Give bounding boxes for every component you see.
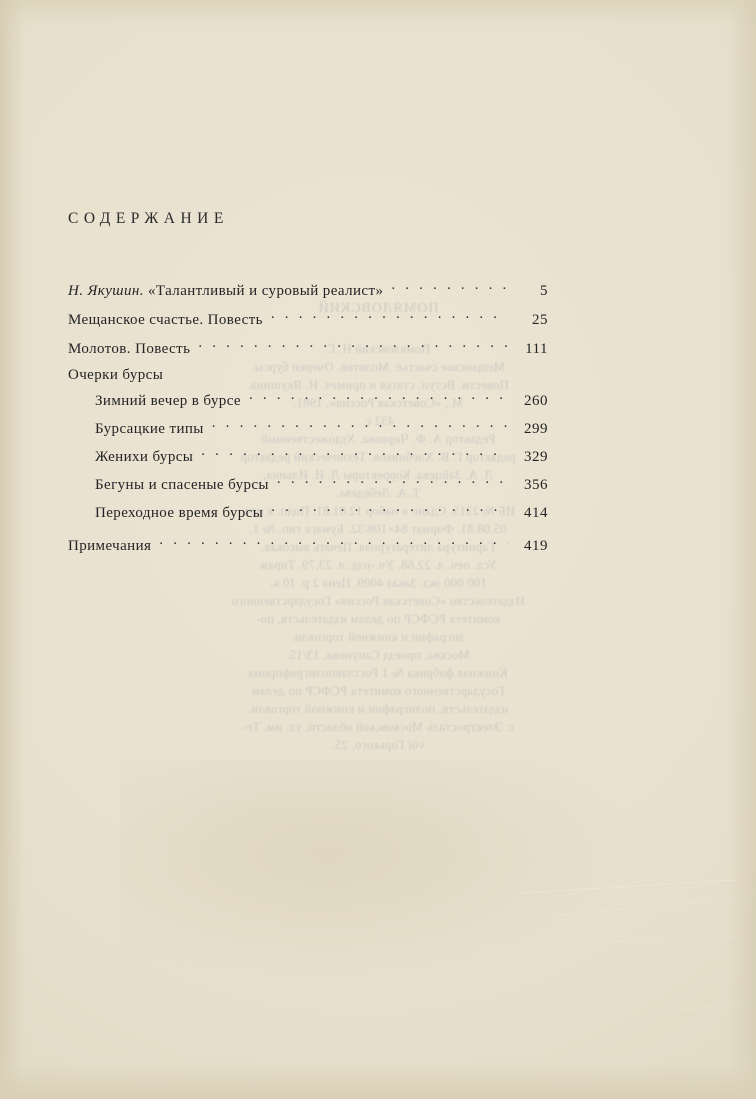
toc-entry-title: Переходное время бурсы — [95, 505, 264, 521]
toc-entry-label — [95, 505, 263, 522]
paper-crease — [610, 1001, 749, 1022]
toc-entry-page: 299 — [524, 421, 548, 437]
paper-edge-top — [0, 0, 756, 30]
toc-entry-label — [68, 341, 190, 358]
showthrough-line: издательств, полиграфии и книжной торговли. — [247, 702, 509, 716]
showthrough-line: лиграфии и книжной торговли. — [290, 630, 466, 644]
toc-entry-title: Очерки бурсы — [68, 367, 164, 383]
toc-leader-dots — [159, 535, 508, 550]
toc-entry[interactable] — [68, 367, 548, 384]
toc-entry-title: Бегуны и спасеные бурсы — [95, 477, 269, 493]
toc-entry-label — [95, 449, 193, 466]
showthrough-line: Государственного комитета РСФСР по делам — [251, 684, 505, 698]
showthrough-line: Москва, проезд Сапунова, 13/15. — [286, 648, 470, 662]
showthrough-line: ИБ № 2315. Сдано в набор 12.01.81. Подп. к печ. — [240, 504, 516, 518]
showthrough-line: Мещанское счастье. Молотов. Очерки бурсы. — [251, 360, 505, 374]
showthrough-title: ПОМЯЛОВСКИЙ — [317, 301, 439, 316]
paper-edge-right — [716, 0, 756, 1099]
toc-entry[interactable] — [68, 446, 548, 466]
toc-entry-label — [68, 367, 163, 384]
toc-entry[interactable] — [68, 418, 548, 438]
paper-crease — [520, 880, 736, 895]
toc-entry[interactable] — [68, 474, 548, 494]
toc-entry-page: 419 — [524, 538, 548, 554]
toc-leader-dots — [391, 280, 508, 295]
toc-entry-title: Женихи бурсы — [95, 449, 194, 465]
toc-entry-title: Мещанское счастье. Повесть — [68, 312, 263, 328]
toc-leader-dots — [271, 309, 508, 324]
toc-entry[interactable] — [68, 309, 548, 329]
toc-leader-dots — [212, 418, 508, 433]
toc-list — [68, 280, 548, 555]
toc-entry-title: Молотов. Повесть — [68, 341, 191, 357]
toc-entry[interactable] — [68, 390, 548, 410]
showthrough-line: г. Электросталь Московской области, ул. им. Те- — [242, 720, 514, 734]
showthrough-line: 100 000 экз. Заказ 4009. Цена 2 р. 10 к. — [269, 576, 487, 590]
table-of-contents — [68, 210, 548, 564]
toc-entry-title: Зимний вечер в бурсе — [95, 393, 241, 409]
showthrough-line: редактор Г. В. Хлебников. Технический редактор — [240, 450, 516, 464]
showthrough-line: völ Горького, 25. — [331, 738, 425, 752]
showthrough-line: Усл. печ. л. 22,68. Уч.-изд. л. 23,79. Тираж — [259, 558, 497, 572]
toc-entry-title: «Талантливый и суровый реалист» — [148, 283, 384, 299]
showthrough-line: 05.08.81. Формат 84×108/32. Бумага тип. № 1. — [249, 522, 507, 536]
toc-entry-label — [95, 477, 269, 494]
page-title: СОДЕРЖАНИЕ — [68, 210, 229, 227]
toc-entry-page: 329 — [524, 449, 548, 465]
toc-leader-dots — [201, 446, 508, 461]
paper-crease — [470, 937, 740, 949]
toc-entry-page: 356 — [524, 477, 548, 493]
paper-crease — [556, 898, 745, 917]
paper-stain — [120, 760, 640, 990]
showthrough-line: Повести. Вступ. статья и примеч. Н. Якушина. — [247, 378, 509, 392]
toc-entry-page: 5 — [540, 283, 548, 299]
toc-entry-page: 25 — [532, 312, 548, 328]
toc-entry-author: Н. Якушин. — [68, 283, 149, 299]
toc-leader-dots — [198, 338, 508, 353]
showthrough-line: М., «Советская Россия», 1981. — [292, 396, 464, 410]
toc-entry-label — [95, 421, 204, 438]
toc-entry[interactable] — [68, 502, 548, 522]
toc-entry-page: 414 — [524, 505, 548, 521]
toc-entry-title: Примечания — [68, 538, 152, 554]
showthrough-line: Редактор А. Ф. Чиркова. Художественный — [260, 432, 496, 446]
showthrough-line: Книжная фабрика № 1 Росглавполиграфпрома — [248, 666, 508, 680]
toc-leader-dots — [249, 390, 508, 405]
showthrough-line: Помяловский Н. Г. — [325, 342, 431, 356]
showthrough-line: Т. А. Лебедева. — [335, 486, 421, 500]
toc-entry-label — [95, 393, 241, 410]
toc-entry[interactable] — [68, 535, 548, 555]
toc-entry-page: 111 — [525, 341, 548, 357]
showthrough-line: Гарнитура литературная. Печать высокая. — [260, 540, 496, 554]
toc-entry[interactable] — [68, 280, 548, 300]
showthrough-line: Издательство «Советская Россия» Государственного — [231, 594, 525, 608]
showthrough-line: комитета РСФСР по делам издательств, по- — [255, 612, 501, 626]
paper-edge-left — [0, 0, 34, 1099]
toc-leader-dots — [277, 474, 508, 489]
toc-entry[interactable] — [68, 338, 548, 358]
showthrough-line: Л. А. Зайцева. Корректоры Л. И. Ильина, — [262, 468, 494, 482]
showthrough-line: 432 с. — [361, 414, 395, 428]
toc-entry-label — [68, 538, 151, 555]
toc-entry-label — [68, 312, 263, 329]
toc-entry-title: Бурсацкие типы — [95, 421, 204, 437]
toc-entry-label — [68, 283, 383, 300]
toc-entry-page: 260 — [524, 393, 548, 409]
paper-edge-bottom — [0, 1053, 756, 1099]
toc-leader-dots — [271, 502, 508, 517]
